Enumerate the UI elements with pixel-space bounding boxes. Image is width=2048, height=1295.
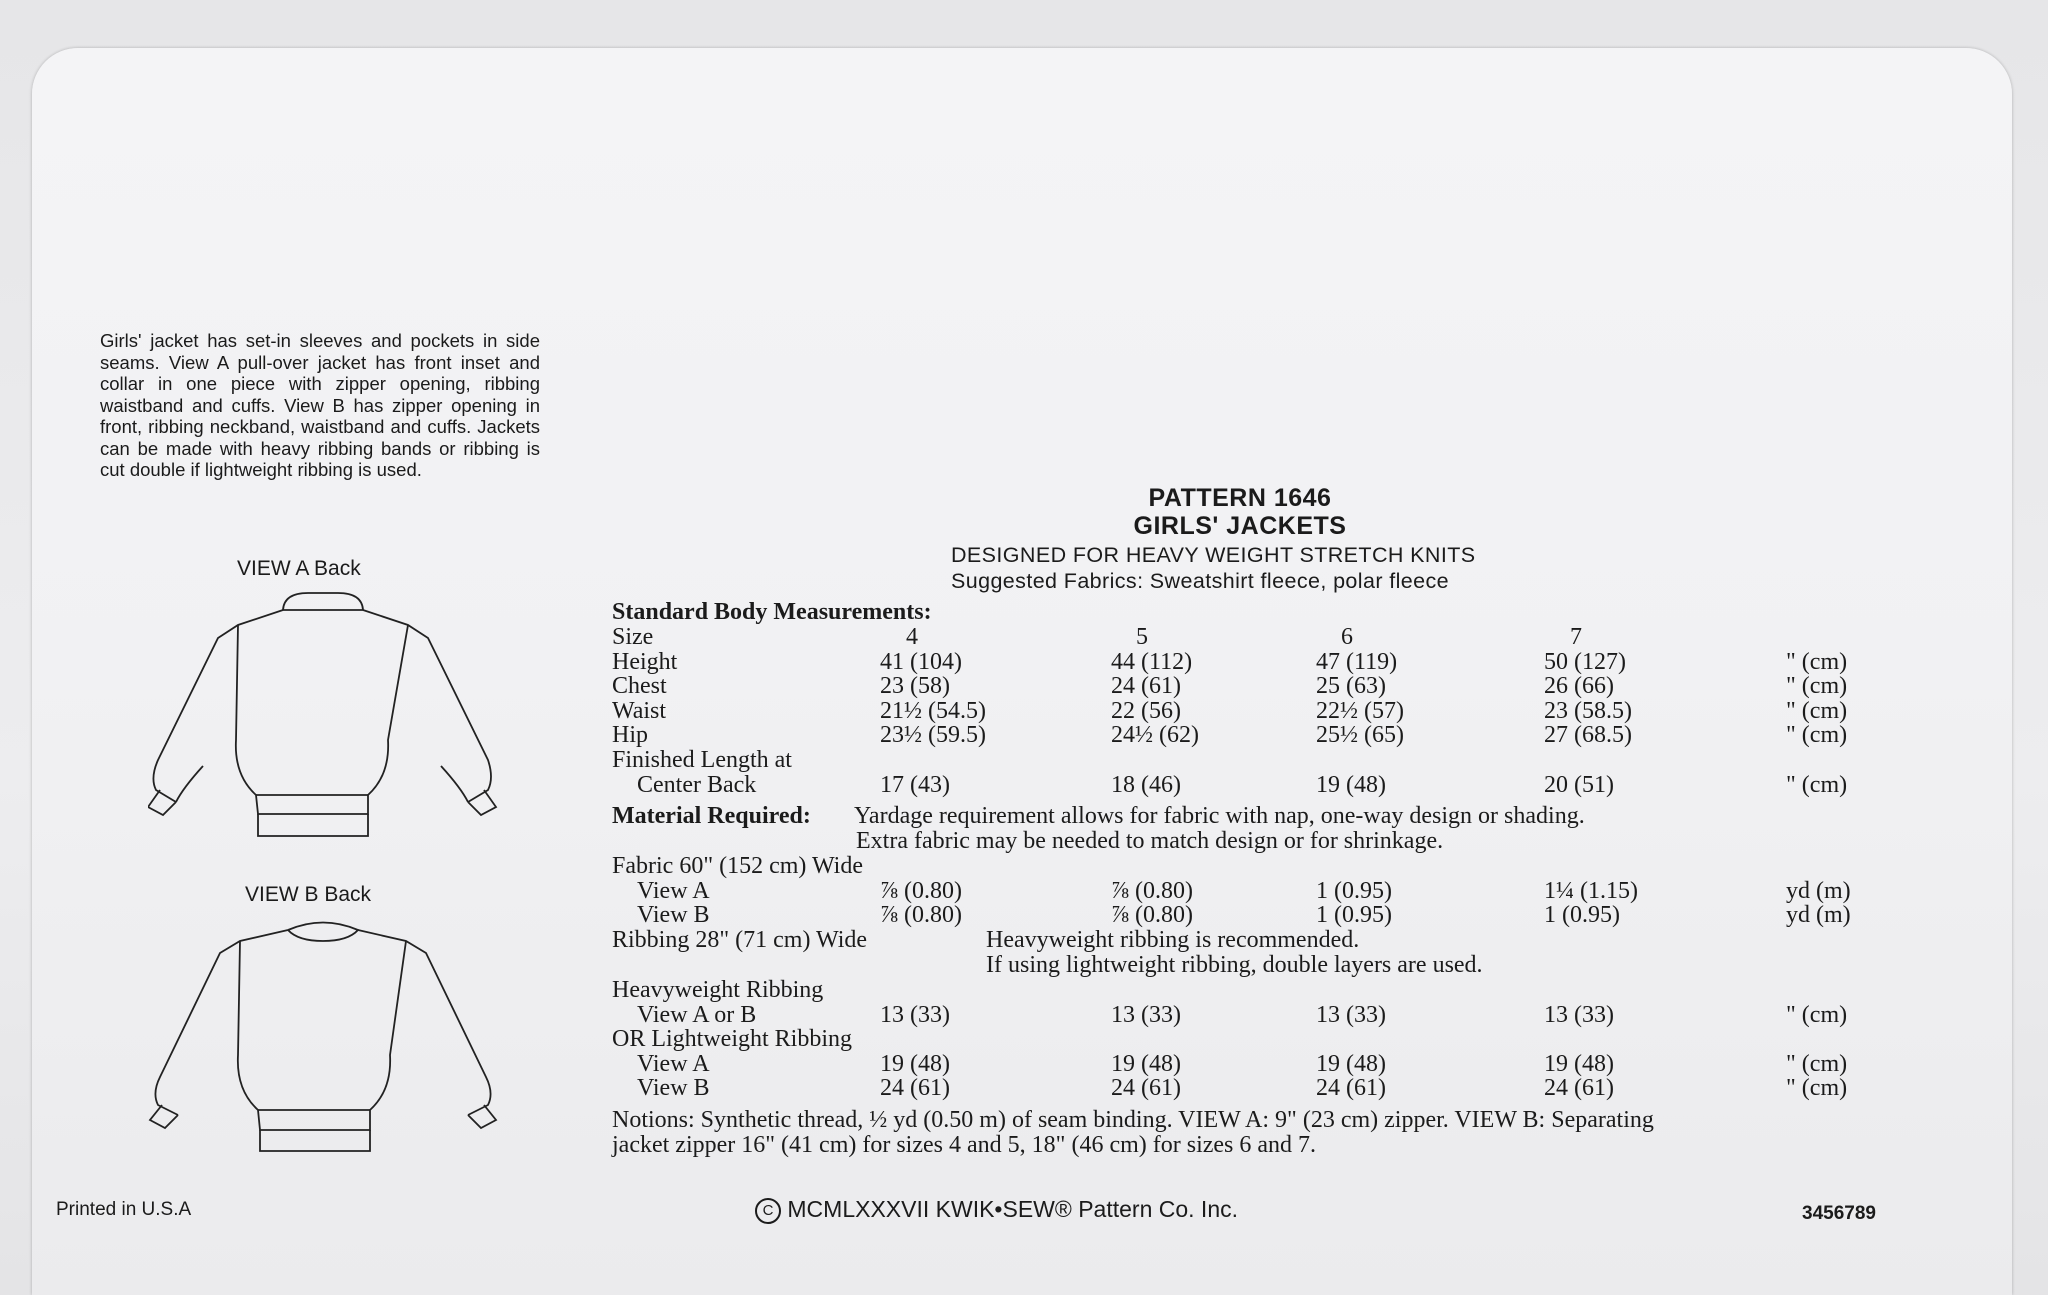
center-back-label: Center Back [637, 772, 757, 798]
cell: ⅞ (0.80) [1111, 902, 1193, 928]
row-label-height: Height [612, 649, 678, 675]
cell: 19 (48) [1111, 1051, 1181, 1077]
jacket-description: Girls' jacket has set-in sleeves and pockets in side seams. View A pull-over jacket has front inset and collar in one piece with zipper opening, ribbing waistband and cuffs. View B has zipper opening in front, ribbing neckband, waistband and cuffs. Jackets can be made with heavy ribbing bands or ribbing is cut double if lightweight ribbing is used. [100, 330, 540, 480]
cell: ⅞ (0.80) [880, 878, 962, 904]
cell: 1 (0.95) [1544, 902, 1620, 928]
view-b-label: VIEW B Back [245, 883, 372, 906]
cell: 24 (61) [1111, 1075, 1181, 1101]
cell: 50 (127) [1544, 649, 1626, 675]
cell: 22 (56) [1111, 698, 1181, 724]
cell: 24 (61) [1111, 673, 1181, 699]
cell: 21½ (54.5) [880, 698, 986, 724]
unit: " (cm) [1786, 673, 1848, 699]
unit: yd (m) [1786, 902, 1851, 928]
view-a-back-sketch [148, 590, 498, 840]
material-note-1: Yardage requirement allows for fabric with nap, one-way design or shading. [854, 803, 1585, 829]
ribbing-note-2: If using lightweight ribbing, double layers are used. [986, 952, 1483, 978]
unit: " (cm) [1786, 1002, 1848, 1028]
size-6: 6 [1341, 624, 1353, 650]
cell: 41 (104) [880, 649, 962, 675]
body-measurements-heading: Standard Body Measurements: [612, 599, 932, 625]
copyright-text: MCMLXXXVII KWIK•SEW® Pattern Co. Inc. [787, 1196, 1239, 1222]
unit: " (cm) [1786, 1051, 1848, 1077]
cell: 44 (112) [1111, 649, 1193, 675]
row-label-hip: Hip [612, 722, 648, 748]
fabric-width-label: Fabric 60" (152 cm) Wide [612, 853, 863, 879]
cell: 13 (33) [1316, 1002, 1386, 1028]
cell: 13 (33) [1111, 1002, 1181, 1028]
light-view-b-label: View B [637, 1075, 710, 1101]
cell: 24 (61) [1544, 1075, 1614, 1101]
cell: 23 (58.5) [1544, 698, 1632, 724]
designed-for: DESIGNED FOR HEAVY WEIGHT STRETCH KNITS [951, 543, 1476, 567]
cell: 47 (119) [1316, 649, 1398, 675]
light-view-a-label: View A [637, 1051, 710, 1077]
cell: 1 (0.95) [1316, 878, 1392, 904]
cell: 19 (48) [1544, 1051, 1614, 1077]
unit: " (cm) [1786, 698, 1848, 724]
view-a-or-b-label: View A or B [637, 1002, 757, 1028]
suggested-fabrics: Suggested Fabrics: Sweatshirt fleece, polar fleece [951, 569, 1450, 593]
cell: 24½ (62) [1111, 722, 1199, 748]
notions-line-1: Notions: Synthetic thread, ½ yd (0.50 m) of seam binding. VIEW A: 9" (23 cm) zipper. VIEW B: Separating [612, 1107, 1654, 1133]
row-label-waist: Waist [612, 698, 667, 724]
product-code: 3456789 [1802, 1203, 1876, 1224]
cell: 23 (58) [880, 673, 950, 699]
ribbing-note-1: Heavyweight ribbing is recommended. [986, 927, 1360, 953]
view-a-fabric-label: View A [637, 878, 710, 904]
unit: " (cm) [1786, 1075, 1848, 1101]
cell: 20 (51) [1544, 772, 1614, 798]
cell: ⅞ (0.80) [880, 902, 962, 928]
cell: 23½ (59.5) [880, 722, 986, 748]
cell: 19 (48) [1316, 772, 1386, 798]
pattern-number: PATTERN 1646 [1148, 484, 1332, 512]
row-label-chest: Chest [612, 673, 667, 699]
unit: yd (m) [1786, 878, 1851, 904]
cell: 18 (46) [1111, 772, 1181, 798]
cell: 13 (33) [880, 1002, 950, 1028]
cell: 19 (48) [880, 1051, 950, 1077]
unit: " (cm) [1786, 649, 1848, 675]
cell: 1 (0.95) [1316, 902, 1392, 928]
unit: " (cm) [1786, 722, 1848, 748]
size-label: Size [612, 624, 654, 650]
cell: 26 (66) [1544, 673, 1614, 699]
finished-length-label: Finished Length at [612, 747, 792, 773]
lightweight-ribbing-label: OR Lightweight Ribbing [612, 1026, 852, 1052]
cell: 25½ (65) [1316, 722, 1404, 748]
cell: 13 (33) [1544, 1002, 1614, 1028]
copyright-notice [755, 1196, 1238, 1224]
material-required-heading: Material Required: [612, 803, 811, 829]
cell: 19 (48) [1316, 1051, 1386, 1077]
cell: 24 (61) [1316, 1075, 1386, 1101]
cell: 27 (68.5) [1544, 722, 1632, 748]
notions-line-2: jacket zipper 16" (41 cm) for sizes 4 and 5, 18" (46 cm) for sizes 6 and 7. [612, 1132, 1317, 1158]
size-5: 5 [1136, 624, 1148, 650]
cell: 25 (63) [1316, 673, 1386, 699]
printed-in-usa: Printed in U.S.A [56, 1199, 192, 1220]
unit: " (cm) [1786, 772, 1848, 798]
cell: 24 (61) [880, 1075, 950, 1101]
cell: 17 (43) [880, 772, 950, 798]
view-b-fabric-label: View B [637, 902, 710, 928]
size-4: 4 [906, 624, 918, 650]
cell: ⅞ (0.80) [1111, 878, 1193, 904]
size-7: 7 [1570, 624, 1582, 650]
cell: 22½ (57) [1316, 698, 1404, 724]
view-b-back-sketch [148, 915, 498, 1155]
view-a-label: VIEW A Back [237, 557, 361, 580]
material-note-2: Extra fabric may be needed to match design or for shrinkage. [856, 828, 1444, 854]
heavyweight-ribbing-label: Heavyweight Ribbing [612, 977, 824, 1003]
pattern-title: GIRLS' JACKETS [1133, 512, 1347, 540]
ribbing-width-label: Ribbing 28" (71 cm) Wide [612, 927, 868, 953]
copyright-icon: C [755, 1198, 781, 1224]
cell: 1¼ (1.15) [1544, 878, 1638, 904]
